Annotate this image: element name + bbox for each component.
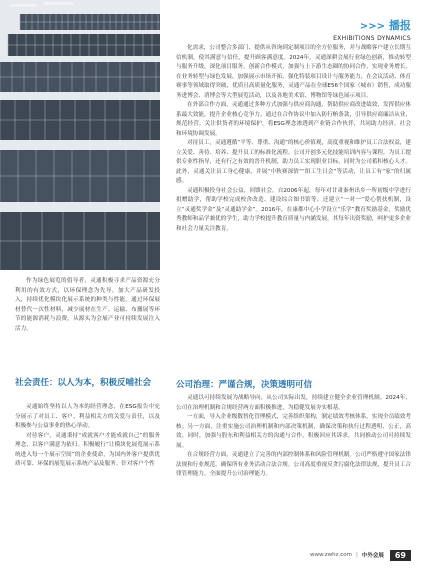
solar-panel-photo	[0, 0, 160, 270]
header-arrows: >>>	[359, 21, 385, 32]
right-top-column	[176, 44, 411, 234]
governance-paragraph-2: 一方面，导入企业级数智化管理模式，完善组织架构，制定绩效考核体系，实现全员绩效考核；另一方面，注重实施公司治理机制和内部决策机制，确保决策和执行过程透明、公正，高效。同时，加强与股东和利益相关方的沟通与合作，积极回应其诉求，共同推动公司可持续发展。	[176, 414, 411, 449]
footer-url: www.zwhz.com	[309, 552, 352, 558]
header-category-en: EXHIBITIONS DYNAMICS	[333, 35, 411, 42]
right-section-column	[176, 394, 411, 480]
right-paragraph-1: 化需求，公司整合多部门、提供从咨询到定制项目的全方位服务，并与战略客户建立长期互信机制，使其满意与信任，提升顾客满意度。2024年，灵通深耕会展行业绿色创新，推动转型与服务升级，深化项目服务，创新合作模式，加强与上下游生态圈的协同合作，实现业务增长。在业务转型与绿色发展，加强展示市场开拓，强化特装项目设计与服务能力，在会议活动、体育赛事等领域取得突破，优质且高质量化服务，灵通产品在全球E56个国家（城市）销售，成功服务进博会、消博会等大型展览活动，以及各地美术馆、博物馆等绿色展示项目。	[176, 45, 411, 99]
page-footer	[310, 549, 411, 561]
governance-paragraph-1: 灵通以可持续发展为战略导向，从公司实际出发，持续建立健全企业管理机制。2024年，公司在治理机制和合规经营两方面积极推进，为稳健发展夯实根基。	[176, 395, 411, 411]
governance-heading: 公司治理：严谨合规，决策透明可信	[176, 380, 313, 390]
right-paragraph-2: 在外部合作方面，灵通通过多种方式加强与供应商沟通，帮助供应商改进绩效，发挥供应体系最大效能，提升企业核心竞争力。通过在合作协议中加入防行贿条款，引导供应商廉洁从业，规范经营。关注供货者的环境保护，将ESG理念渗透到产业链合作伙伴，共同助力经济、社会和环境协调发展。	[176, 102, 411, 137]
left-section-column	[15, 403, 160, 470]
governance-paragraph-3: 在合规经营方面，灵通建立了完善的内部控制体系和风险管理机制。公司严格遵守国家法律法规和行业规范，确保所有业务活动合法合规。公司高度重视反贪污腐化法律法规，提升员工合律管理能力，全面提升公司治理能力。	[176, 452, 411, 477]
social-responsibility-heading: 社会责任：以人为本，积极反哺社会	[15, 378, 152, 388]
left-intro-paragraph: 作为绿色展览的倡导者，灵通积极寻求产品资源充分利用的有效方式，以环保理念为先导，加大产品研发投入，持续优化模块化展示系统的种类与性能。通过环保展材替代一次性材料，减少展材在生产、运输、布撤展等环节的能源消耗与浪费，从源头为会展产业可持续发展注入活力。	[15, 278, 160, 332]
left-section-paragraph-1: 灵通始终坚持以人为本的经营理念，在ESG报告中充分展示了对员工、客户、利益相关方的关爱与责任，以及积极参与公益事业的热心举动。	[15, 404, 160, 429]
left-intro-column	[15, 277, 160, 334]
page-number: 69	[390, 550, 411, 561]
right-paragraph-3: 对待员工，灵通遵循“平等、尊重、沟通”的核心价值观，高度重视和维护员工合法权益，建立关爱、善待、培养、提升员工的标准化流程。公司开创多元化技能培训内容与课程，为员工提供专业性指导，还有行之有效的晋升机制，助力员工实现职业目标，同时为公司蓄积核心人才。此外，灵通关注员工身心健康，并展“中秋赛深情”“组工生日会”等活动，让员工有“家”的归属感。	[176, 140, 411, 184]
right-paragraph-4: 灵通积极投身社会公益，回馈社会。自2006年起，每年对甘肃秦州出乡一所初级中学进行捐赠助学，帮助学校完成校舍改造、建设综合图书馆等。还建立“一对一”爱心帮扶机制，设立“灵通奖学金”及“灵通助学金”。2016年，在康都中心小学设立“乐学”教育奖励基金，奖励优秀教师和品学兼优的学生，助力学校提升教育质量与内涵发展。其每年出资奖励，呵护更多企业和社会力量关注教育。	[176, 187, 411, 232]
section-header	[301, 14, 411, 42]
solar-roof-illustration	[0, 0, 160, 270]
left-section-paragraph-2: 对待客户，灵通秉持“成就客户才能成就自己”的服务理念，以客户满意为依归。积极履行“让模块化展览展示系统进入每一个展示空间”的企业使命，为国内外客户提供优质可靠、环保的展览展示系统产品及服务。针对客户个性	[15, 432, 160, 467]
header-category: 播报	[389, 19, 411, 32]
footer-magazine: 中外会展	[361, 553, 384, 559]
footer-separator: |	[355, 552, 358, 558]
